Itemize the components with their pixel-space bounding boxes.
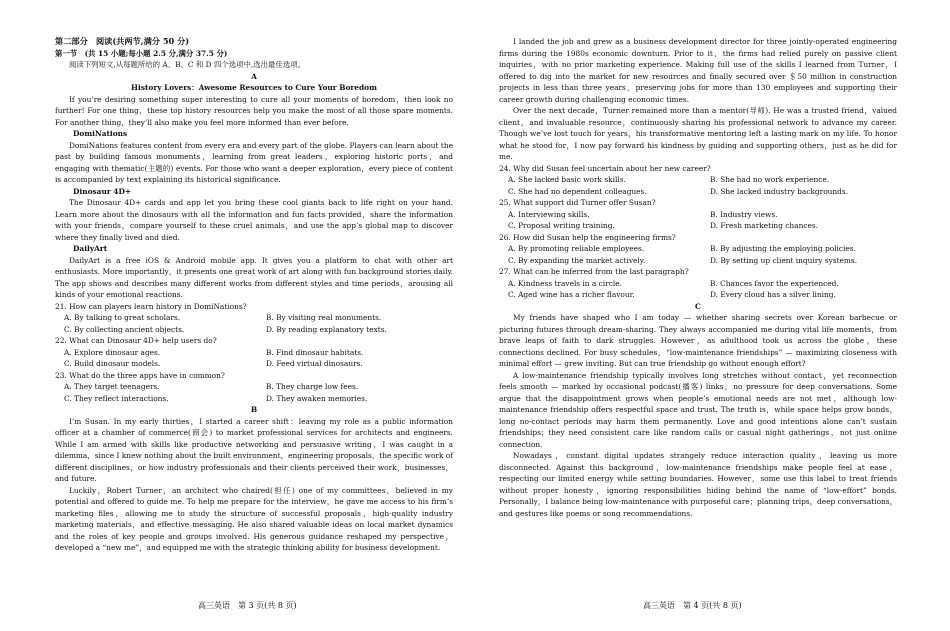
question-options — [499, 243, 897, 266]
option-d: D. Fresh marketing chances. — [710, 221, 818, 230]
passage-a-letter: A — [251, 71, 257, 81]
option-a: A. By promoting reliable employees. — [508, 244, 645, 253]
passage-b-letter: B — [250, 405, 258, 414]
option-c: C. By collecting ancient objects. — [64, 324, 185, 334]
question-stem: 25. What support did Turner offer Susan? — [499, 198, 656, 207]
passage-c-paragraph: Nowadays，constant digital updates strangely reduce interaction quality，leaving us more disconnected. Against this background，low-maintenance friendships make people feel at ease，respecting our limited energy while setting boundaries. However，some use this label to treat friends without proper honesty，ignoring responsibilities hiding behind the name of “low-effort” bonds. Personally，I balance being low-maintenance with purposeful care；planning trips，deep conversations，and gestures like poems or song recommendations. — [499, 451, 897, 518]
section-heading: 第一节 (共 15 小题;每小题 2.5 分,满分 37.5 分) — [55, 48, 228, 58]
option-b: B. Chances favor the experienced. — [710, 278, 839, 288]
question-options — [55, 381, 453, 404]
option-b: B. By adjusting the employing policies. — [710, 244, 856, 253]
item-heading: Dinosaur 4D+ — [73, 186, 132, 196]
passage-b-paragraph: Luckily，Robert Turner，an architect who chaired(担任) one of my committees，believed in my potential and offered to guide me. To help me prepare for the interview，he gave me access to his firm’s marketing files，allowing me to study the structure of successful proposals，high-quality industry marketing materials，and effective messaging. He also shared valuable ideas on local market dynamics and the roles of key people and groups involved. His generous guidance reshaped my perspective，developed a “new me”，and equipped me with the strategic thinking ability for business development. — [55, 485, 453, 552]
question-stem: 22. What can Dinosaur 4D+ help users do? — [55, 336, 217, 345]
question-block — [499, 163, 897, 198]
question-block — [55, 335, 453, 370]
option-c: C. Build dinosaur models. — [64, 359, 161, 368]
option-d: D. Every cloud has a silver lining. — [710, 290, 836, 299]
option-d: D. By setting up client inquiry systems. — [710, 255, 858, 265]
item-text: DomiNations features content from every era and every part of the globe. Players can learn about the past by building famous monuments，learning from great leaders，exploring historic ports，and engaging with thematic(主题的) events. For those who want a deeper exploration，every piece of content is accompanied by text explaining its historical significance. — [55, 140, 453, 184]
passage-c-letter: C — [695, 301, 701, 311]
passage-b-paragraph: Over the next decade，Turner remained more than a mentor(导师). He was a trusted friend，valued client，and invaluable resource，continuously sharing his professional network to advance my career. Though we’ve lost touch for years，his transformative mentoring left a lasting mark on my life. To honor what he stood for，I now pay forward his kindness by guiding and supporting others，just as he did for me. — [499, 106, 897, 161]
option-a: A. She lacked basic work skills. — [508, 175, 626, 184]
option-a: A. By talking to great scholars. — [64, 313, 181, 322]
option-a: A. Kindness travels in a circle. — [508, 278, 622, 288]
option-d: D. They awaken memories. — [266, 393, 368, 403]
option-a: A. Interviewing skills. — [508, 209, 590, 219]
option-b: B. She had no work experience. — [710, 175, 830, 184]
passage-c-paragraph: My friends have shaped who I am today — whether sharing secrets over Korean barbecue or picturing futures through dream-sharing. They always accompanied me during vital life moments，from brave leaps of faith to dark struggles. However，as adulthood took us across the globe，these connections declined. For busy schedules，“low-maintenance friendships” — maximizing closeness with minimal effort — grew inviting. But can true friendship go without enough effort? — [499, 313, 897, 368]
option-c: C. By expanding the market actively. — [508, 255, 646, 265]
option-a: A. They target teenagers. — [64, 382, 160, 391]
question-options — [55, 347, 453, 370]
passage-a-title: History Lovers：Awesome Resources to Cure Your Boredom — [131, 83, 377, 92]
right-column — [499, 36, 897, 519]
question-block — [499, 266, 897, 301]
question-stem: 24. Why did Susan feel uncertain about her new career? — [499, 163, 711, 173]
question-block — [499, 197, 897, 232]
option-b: B. By visiting real monuments. — [266, 313, 382, 322]
passage-b-paragraph: I’m Susan. In my early thirties，I started a career shift：leaving my role as a public information officer at a chamber of commerce(商会) to market professional services for architects and engineers. While I am armed with skills like productive networking and persuasive writing，I was caught in a dilemma，since I knew nothing about the built environment，engineering proposals，the specific work of different disciplines，or how industry professionals and their clients perceived their work，businesses，and future. — [55, 416, 453, 483]
option-d: D. Feed virtual dinosaurs. — [266, 359, 363, 368]
option-b: B. Industry views. — [710, 209, 778, 219]
option-c: C. Proposal writing training. — [508, 221, 615, 230]
question-stem: 27. What can be inferred from the last paragraph? — [499, 267, 689, 276]
question-block — [55, 370, 453, 405]
item-heading: DomiNations — [73, 129, 128, 138]
option-d: D. She lacked industry backgrounds. — [710, 186, 849, 196]
question-stem: 23. What do the three apps have in common? — [55, 370, 225, 380]
question-options — [55, 312, 453, 335]
passage-b-paragraph: I landed the job and grew as a business development director for three jointly-operated engineering firms during the 1980s economic downturn. Prior to it，the firms had relied purely on passive client inquiries，with no prior marketing experience. Making full use of the skills I learned from Turner，I offered to dig into the market for new resources and finally secured over ＄50 million in construction projects in less than three years，preserving jobs for more than 130 employees and supporting their career growth during challenging economic times. — [499, 37, 897, 104]
option-d: D. By reading explanatory texts. — [266, 324, 387, 334]
question-block — [499, 232, 897, 267]
option-c: C. They reflect interactions. — [64, 393, 169, 403]
left-column — [55, 36, 453, 554]
passage-a-intro: If you’re desiring something super interesting to cure all your moments of boredom，then look no further! For one thing，these top history resources help you make the most of all those spare moments. For another thing，they’ll also make you feel more informed than ever before. — [55, 94, 453, 127]
option-a: A. Explore dinosaur ages. — [64, 347, 161, 357]
item-text: DailyArt is a free iOS & Android mobile app. It gives you a platform to chat with other art enthusiasts. More importantly，it presents one great work of art along with fun background stories daily. The app shows and describes many different works from different styles and time periods，arousing all kinds of your emotional reactions. — [55, 255, 453, 299]
question-stem: 26. How did Susan help the engineering firms? — [499, 232, 676, 242]
item-text: The Dinosaur 4D+ cards and app let you bring these cool giants back to life right on your hand. Learn more about the dinosaurs with all the information and fun facts provided，share the information with your friends，compare yourself to these cruel animals，and use the app’s global map to discover where they finally lived and died. — [55, 198, 453, 242]
option-c: C. Aged wine has a richer flavour. — [508, 290, 635, 299]
part-heading: 第二部分 阅读(共两节,满分 50 分) — [55, 36, 190, 46]
passage-c-paragraph: A low-maintenance friendship typically involves long stretches without contact，yet reconnection feels smooth — marked by occasional podcast(播客) links，no pressure for deep conversations. Some argue that the disappointment grows when people’s emotional needs are not met，although low-maintenance friendship offers respectful space and trust. The truth is，while space helps grow bonds，long no-contact periods may harm them permanently. Love and good intentions alone can’t sustain friendships；they need consistent care like random calls or casual night gatherings，not just online connection. — [499, 370, 897, 449]
question-block — [55, 301, 453, 336]
option-b: B. Find dinosaur habitats. — [266, 347, 364, 357]
question-options — [499, 278, 897, 301]
page-footer-right: 高三英语 第 4 页(共 8 页) — [643, 601, 742, 610]
page-footer-left: 高三英语 第 3 页(共 8 页) — [198, 601, 297, 610]
item-heading: DailyArt — [73, 244, 108, 253]
question-stem: 21. How can players learn history in DomiNations? — [55, 301, 247, 311]
question-options — [499, 209, 897, 232]
option-c: C. She had no dependent colleagues. — [508, 186, 647, 196]
question-options — [499, 174, 897, 197]
option-b: B. They charge low fees. — [266, 382, 359, 391]
instruction: 阅读下列短文,从每题所给的 A、B、C 和 D 四个选项中,选出最佳选项。 — [69, 60, 305, 69]
